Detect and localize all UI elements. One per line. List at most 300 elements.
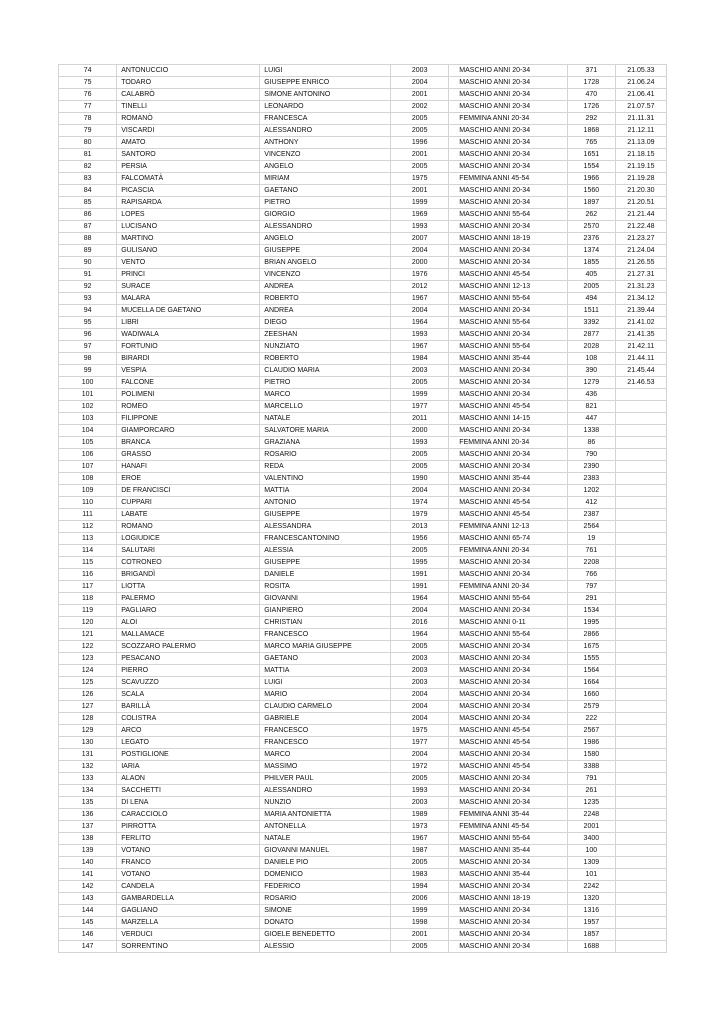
- position-cell: 90: [59, 257, 117, 269]
- first-name-cell: LUIGI: [260, 677, 391, 689]
- birth-year-cell: 2005: [391, 125, 449, 137]
- category-cell: MASCHIO ANNI 20-34: [449, 569, 568, 581]
- first-name-cell: GRAZIANA: [260, 437, 391, 449]
- table-row: [59, 293, 667, 305]
- finish-time-cell: 21.46.53: [615, 377, 666, 389]
- last-name-cell: VENTO: [117, 257, 260, 269]
- category-cell: MASCHIO ANNI 20-34: [449, 365, 568, 377]
- first-name-cell: ANDREA: [260, 281, 391, 293]
- table-row: [59, 185, 667, 197]
- results-table-body: [59, 65, 667, 953]
- category-cell: MASCHIO ANNI 35-44: [449, 845, 568, 857]
- category-cell: MASCHIO ANNI 35-44: [449, 353, 568, 365]
- finish-time-cell: [615, 629, 666, 641]
- last-name-cell: SCOZZARO PALERMO: [117, 641, 260, 653]
- table-row: [59, 317, 667, 329]
- position-cell: 139: [59, 845, 117, 857]
- category-cell: FEMMINA ANNI 20-34: [449, 437, 568, 449]
- position-cell: 137: [59, 821, 117, 833]
- finish-time-cell: [615, 533, 666, 545]
- birth-year-cell: 2003: [391, 797, 449, 809]
- position-cell: 124: [59, 665, 117, 677]
- finish-time-cell: 21.21.44: [615, 209, 666, 221]
- first-name-cell: MARIA ANTONIETTA: [260, 809, 391, 821]
- table-row: [59, 593, 667, 605]
- category-cell: MASCHIO ANNI 20-34: [449, 749, 568, 761]
- bib-number-cell: 2242: [567, 881, 615, 893]
- first-name-cell: NATALE: [260, 413, 391, 425]
- first-name-cell: GAETANO: [260, 653, 391, 665]
- table-row: [59, 857, 667, 869]
- table-row: [59, 797, 667, 809]
- first-name-cell: FRANCESCO: [260, 629, 391, 641]
- last-name-cell: FALCONE: [117, 377, 260, 389]
- first-name-cell: VINCENZO: [260, 149, 391, 161]
- finish-time-cell: [615, 905, 666, 917]
- finish-time-cell: 21.45.44: [615, 365, 666, 377]
- birth-year-cell: 2005: [391, 449, 449, 461]
- last-name-cell: MARZELLA: [117, 917, 260, 929]
- birth-year-cell: 1999: [391, 905, 449, 917]
- finish-time-cell: [615, 725, 666, 737]
- last-name-cell: GAGLIANO: [117, 905, 260, 917]
- last-name-cell: LEGATO: [117, 737, 260, 749]
- bib-number-cell: 19: [567, 533, 615, 545]
- bib-number-cell: 1320: [567, 893, 615, 905]
- last-name-cell: SCAVUZZO: [117, 677, 260, 689]
- birth-year-cell: 2001: [391, 89, 449, 101]
- bib-number-cell: 2028: [567, 341, 615, 353]
- position-cell: 88: [59, 233, 117, 245]
- position-cell: 113: [59, 533, 117, 545]
- position-cell: 98: [59, 353, 117, 365]
- position-cell: 130: [59, 737, 117, 749]
- position-cell: 107: [59, 461, 117, 473]
- category-cell: MASCHIO ANNI 20-34: [449, 485, 568, 497]
- bib-number-cell: 1688: [567, 941, 615, 953]
- position-cell: 95: [59, 317, 117, 329]
- finish-time-cell: [615, 857, 666, 869]
- birth-year-cell: 1977: [391, 737, 449, 749]
- position-cell: 141: [59, 869, 117, 881]
- category-cell: MASCHIO ANNI 18-19: [449, 233, 568, 245]
- position-cell: 125: [59, 677, 117, 689]
- bib-number-cell: 761: [567, 545, 615, 557]
- first-name-cell: ALESSANDRO: [260, 221, 391, 233]
- finish-time-cell: [615, 557, 666, 569]
- bib-number-cell: 1309: [567, 857, 615, 869]
- finish-time-cell: [615, 425, 666, 437]
- birth-year-cell: 1987: [391, 845, 449, 857]
- first-name-cell: MASSIMO: [260, 761, 391, 773]
- bib-number-cell: 1316: [567, 905, 615, 917]
- bib-number-cell: 1966: [567, 173, 615, 185]
- first-name-cell: GIOELE BENEDETTO: [260, 929, 391, 941]
- bib-number-cell: 765: [567, 137, 615, 149]
- table-row: [59, 605, 667, 617]
- last-name-cell: SURACE: [117, 281, 260, 293]
- last-name-cell: ROMANO: [117, 521, 260, 533]
- finish-time-cell: [615, 701, 666, 713]
- first-name-cell: GIUSEPPE: [260, 557, 391, 569]
- category-cell: MASCHIO ANNI 20-34: [449, 101, 568, 113]
- position-cell: 147: [59, 941, 117, 953]
- birth-year-cell: 1967: [391, 833, 449, 845]
- birth-year-cell: 1977: [391, 401, 449, 413]
- position-cell: 84: [59, 185, 117, 197]
- last-name-cell: PICASCIA: [117, 185, 260, 197]
- results-table: [58, 64, 667, 953]
- position-cell: 91: [59, 269, 117, 281]
- birth-year-cell: 2003: [391, 365, 449, 377]
- position-cell: 97: [59, 341, 117, 353]
- birth-year-cell: 1976: [391, 269, 449, 281]
- finish-time-cell: [615, 581, 666, 593]
- first-name-cell: FEDERICO: [260, 881, 391, 893]
- birth-year-cell: 2016: [391, 617, 449, 629]
- position-cell: 100: [59, 377, 117, 389]
- birth-year-cell: 1999: [391, 389, 449, 401]
- category-cell: MASCHIO ANNI 55-64: [449, 833, 568, 845]
- category-cell: MASCHIO ANNI 20-34: [449, 941, 568, 953]
- table-row: [59, 941, 667, 953]
- category-cell: FEMMINA ANNI 45-54: [449, 821, 568, 833]
- last-name-cell: FILIPPONE: [117, 413, 260, 425]
- finish-time-cell: [615, 437, 666, 449]
- finish-time-cell: [615, 677, 666, 689]
- bib-number-cell: 292: [567, 113, 615, 125]
- table-row: [59, 641, 667, 653]
- first-name-cell: DOMENICO: [260, 869, 391, 881]
- table-row: [59, 677, 667, 689]
- last-name-cell: EROE: [117, 473, 260, 485]
- position-cell: 140: [59, 857, 117, 869]
- finish-time-cell: [615, 845, 666, 857]
- table-row: [59, 545, 667, 557]
- last-name-cell: BRANCA: [117, 437, 260, 449]
- birth-year-cell: 2005: [391, 161, 449, 173]
- birth-year-cell: 2003: [391, 677, 449, 689]
- bib-number-cell: 222: [567, 713, 615, 725]
- position-cell: 143: [59, 893, 117, 905]
- birth-year-cell: 2005: [391, 641, 449, 653]
- position-cell: 132: [59, 761, 117, 773]
- birth-year-cell: 1991: [391, 569, 449, 581]
- last-name-cell: LIBRI: [117, 317, 260, 329]
- last-name-cell: HANAFI: [117, 461, 260, 473]
- bib-number-cell: 1235: [567, 797, 615, 809]
- position-cell: 127: [59, 701, 117, 713]
- category-cell: MASCHIO ANNI 20-34: [449, 125, 568, 137]
- birth-year-cell: 2002: [391, 101, 449, 113]
- position-cell: 82: [59, 161, 117, 173]
- last-name-cell: VESPIA: [117, 365, 260, 377]
- category-cell: MASCHIO ANNI 55-64: [449, 209, 568, 221]
- table-row: [59, 101, 667, 113]
- first-name-cell: ANTHONY: [260, 137, 391, 149]
- bib-number-cell: 790: [567, 449, 615, 461]
- last-name-cell: TODARO: [117, 77, 260, 89]
- bib-number-cell: 100: [567, 845, 615, 857]
- first-name-cell: DONATO: [260, 917, 391, 929]
- position-cell: 79: [59, 125, 117, 137]
- last-name-cell: COLISTRA: [117, 713, 260, 725]
- table-row: [59, 77, 667, 89]
- last-name-cell: DI LENA: [117, 797, 260, 809]
- table-row: [59, 389, 667, 401]
- category-cell: MASCHIO ANNI 45-54: [449, 725, 568, 737]
- birth-year-cell: 1991: [391, 581, 449, 593]
- position-cell: 133: [59, 773, 117, 785]
- birth-year-cell: 2004: [391, 305, 449, 317]
- first-name-cell: GIOVANNI MANUEL: [260, 845, 391, 857]
- table-row: [59, 257, 667, 269]
- bib-number-cell: 1564: [567, 665, 615, 677]
- position-cell: 76: [59, 89, 117, 101]
- birth-year-cell: 1973: [391, 821, 449, 833]
- category-cell: MASCHIO ANNI 20-34: [449, 329, 568, 341]
- first-name-cell: SIMONE: [260, 905, 391, 917]
- category-cell: MASCHIO ANNI 45-54: [449, 401, 568, 413]
- birth-year-cell: 1969: [391, 209, 449, 221]
- position-cell: 117: [59, 581, 117, 593]
- first-name-cell: FRANCESCA: [260, 113, 391, 125]
- last-name-cell: CALABRÒ: [117, 89, 260, 101]
- bib-number-cell: 2570: [567, 221, 615, 233]
- position-cell: 129: [59, 725, 117, 737]
- table-row: [59, 509, 667, 521]
- finish-time-cell: [615, 569, 666, 581]
- birth-year-cell: 1996: [391, 137, 449, 149]
- birth-year-cell: 1967: [391, 293, 449, 305]
- first-name-cell: ROBERTO: [260, 353, 391, 365]
- bib-number-cell: 791: [567, 773, 615, 785]
- last-name-cell: LABATE: [117, 509, 260, 521]
- birth-year-cell: 2000: [391, 425, 449, 437]
- position-cell: 119: [59, 605, 117, 617]
- first-name-cell: ANTONELLA: [260, 821, 391, 833]
- table-row: [59, 353, 667, 365]
- birth-year-cell: 2007: [391, 233, 449, 245]
- finish-time-cell: 21.11.31: [615, 113, 666, 125]
- bib-number-cell: 101: [567, 869, 615, 881]
- finish-time-cell: [615, 545, 666, 557]
- table-row: [59, 401, 667, 413]
- finish-time-cell: 21.39.44: [615, 305, 666, 317]
- last-name-cell: VERDUCI: [117, 929, 260, 941]
- last-name-cell: PAGLIARO: [117, 605, 260, 617]
- birth-year-cell: 1990: [391, 473, 449, 485]
- position-cell: 118: [59, 593, 117, 605]
- last-name-cell: CANDELA: [117, 881, 260, 893]
- birth-year-cell: 1975: [391, 173, 449, 185]
- position-cell: 106: [59, 449, 117, 461]
- birth-year-cell: 2004: [391, 77, 449, 89]
- birth-year-cell: 1956: [391, 533, 449, 545]
- birth-year-cell: 2003: [391, 65, 449, 77]
- table-row: [59, 761, 667, 773]
- table-row: [59, 785, 667, 797]
- birth-year-cell: 2004: [391, 245, 449, 257]
- last-name-cell: ALAON: [117, 773, 260, 785]
- last-name-cell: MALARA: [117, 293, 260, 305]
- table-row: [59, 365, 667, 377]
- category-cell: MASCHIO ANNI 20-34: [449, 881, 568, 893]
- first-name-cell: ALESSIA: [260, 545, 391, 557]
- bib-number-cell: 1857: [567, 929, 615, 941]
- bib-number-cell: 1338: [567, 425, 615, 437]
- first-name-cell: FRANCESCO: [260, 737, 391, 749]
- bib-number-cell: 2005: [567, 281, 615, 293]
- last-name-cell: SALUTARI: [117, 545, 260, 557]
- last-name-cell: BIRARDI: [117, 353, 260, 365]
- finish-time-cell: 21.22.48: [615, 221, 666, 233]
- position-cell: 83: [59, 173, 117, 185]
- finish-time-cell: [615, 473, 666, 485]
- first-name-cell: MARIO: [260, 689, 391, 701]
- finish-time-cell: [615, 749, 666, 761]
- bib-number-cell: 261: [567, 785, 615, 797]
- first-name-cell: DANIELE PIO: [260, 857, 391, 869]
- last-name-cell: BARILLÀ: [117, 701, 260, 713]
- finish-time-cell: 21.05.33: [615, 65, 666, 77]
- position-cell: 146: [59, 929, 117, 941]
- table-row: [59, 689, 667, 701]
- table-row: [59, 701, 667, 713]
- first-name-cell: GIUSEPPE: [260, 509, 391, 521]
- table-row: [59, 629, 667, 641]
- table-row: [59, 233, 667, 245]
- bib-number-cell: 1986: [567, 737, 615, 749]
- finish-time-cell: [615, 761, 666, 773]
- bib-number-cell: 3392: [567, 317, 615, 329]
- table-row: [59, 377, 667, 389]
- first-name-cell: ANTONIO: [260, 497, 391, 509]
- position-cell: 81: [59, 149, 117, 161]
- last-name-cell: GULISANO: [117, 245, 260, 257]
- finish-time-cell: 21.06.24: [615, 77, 666, 89]
- position-cell: 77: [59, 101, 117, 113]
- birth-year-cell: 1984: [391, 353, 449, 365]
- birth-year-cell: 2004: [391, 701, 449, 713]
- finish-time-cell: 21.07.57: [615, 101, 666, 113]
- last-name-cell: AMATO: [117, 137, 260, 149]
- position-cell: 108: [59, 473, 117, 485]
- category-cell: MASCHIO ANNI 20-34: [449, 245, 568, 257]
- category-cell: MASCHIO ANNI 20-34: [449, 89, 568, 101]
- bib-number-cell: 371: [567, 65, 615, 77]
- first-name-cell: MARCO: [260, 749, 391, 761]
- table-row: [59, 161, 667, 173]
- first-name-cell: CLAUDIO CARMELO: [260, 701, 391, 713]
- bib-number-cell: 2248: [567, 809, 615, 821]
- finish-time-cell: 21.12.11: [615, 125, 666, 137]
- position-cell: 85: [59, 197, 117, 209]
- finish-time-cell: [615, 413, 666, 425]
- category-cell: MASCHIO ANNI 20-34: [449, 377, 568, 389]
- category-cell: MASCHIO ANNI 20-34: [449, 149, 568, 161]
- finish-time-cell: [615, 929, 666, 941]
- first-name-cell: CHRISTIAN: [260, 617, 391, 629]
- finish-time-cell: [615, 833, 666, 845]
- birth-year-cell: 2005: [391, 545, 449, 557]
- category-cell: MASCHIO ANNI 55-64: [449, 293, 568, 305]
- last-name-cell: PESACANO: [117, 653, 260, 665]
- category-cell: MASCHIO ANNI 14-15: [449, 413, 568, 425]
- last-name-cell: ROMEO: [117, 401, 260, 413]
- birth-year-cell: 1994: [391, 881, 449, 893]
- bib-number-cell: 1855: [567, 257, 615, 269]
- bib-number-cell: 412: [567, 497, 615, 509]
- table-row: [59, 917, 667, 929]
- table-row: [59, 425, 667, 437]
- bib-number-cell: 405: [567, 269, 615, 281]
- finish-time-cell: [615, 389, 666, 401]
- finish-time-cell: 21.41.02: [615, 317, 666, 329]
- finish-time-cell: [615, 797, 666, 809]
- first-name-cell: NUNZIATO: [260, 341, 391, 353]
- birth-year-cell: 2005: [391, 461, 449, 473]
- position-cell: 80: [59, 137, 117, 149]
- table-row: [59, 221, 667, 233]
- finish-time-cell: [615, 941, 666, 953]
- bib-number-cell: 1651: [567, 149, 615, 161]
- birth-year-cell: 2004: [391, 689, 449, 701]
- table-row: [59, 305, 667, 317]
- birth-year-cell: 1983: [391, 869, 449, 881]
- category-cell: MASCHIO ANNI 0-11: [449, 617, 568, 629]
- finish-time-cell: 21.13.09: [615, 137, 666, 149]
- bib-number-cell: 1555: [567, 653, 615, 665]
- finish-time-cell: [615, 689, 666, 701]
- table-row: [59, 653, 667, 665]
- position-cell: 122: [59, 641, 117, 653]
- bib-number-cell: 2866: [567, 629, 615, 641]
- category-cell: FEMMINA ANNI 35-44: [449, 809, 568, 821]
- first-name-cell: SIMONE ANTONINO: [260, 89, 391, 101]
- last-name-cell: PRINCI: [117, 269, 260, 281]
- finish-time-cell: [615, 605, 666, 617]
- position-cell: 116: [59, 569, 117, 581]
- category-cell: MASCHIO ANNI 45-54: [449, 737, 568, 749]
- birth-year-cell: 2005: [391, 377, 449, 389]
- last-name-cell: FORTUNIO: [117, 341, 260, 353]
- position-cell: 75: [59, 77, 117, 89]
- first-name-cell: VALENTINO: [260, 473, 391, 485]
- bib-number-cell: 108: [567, 353, 615, 365]
- last-name-cell: ANTONUCCIO: [117, 65, 260, 77]
- last-name-cell: COTRONEO: [117, 557, 260, 569]
- first-name-cell: FRANCESCANTONINO: [260, 533, 391, 545]
- bib-number-cell: 2579: [567, 701, 615, 713]
- bib-number-cell: 447: [567, 413, 615, 425]
- position-cell: 120: [59, 617, 117, 629]
- position-cell: 109: [59, 485, 117, 497]
- category-cell: MASCHIO ANNI 20-34: [449, 557, 568, 569]
- category-cell: MASCHIO ANNI 20-34: [449, 137, 568, 149]
- first-name-cell: ROBERTO: [260, 293, 391, 305]
- bib-number-cell: 1511: [567, 305, 615, 317]
- last-name-cell: PALERMO: [117, 593, 260, 605]
- first-name-cell: SALVATORE MARIA: [260, 425, 391, 437]
- category-cell: MASCHIO ANNI 20-34: [449, 917, 568, 929]
- bib-number-cell: 1534: [567, 605, 615, 617]
- birth-year-cell: 1993: [391, 785, 449, 797]
- bib-number-cell: 766: [567, 569, 615, 581]
- table-row: [59, 665, 667, 677]
- table-row: [59, 749, 667, 761]
- table-row: [59, 881, 667, 893]
